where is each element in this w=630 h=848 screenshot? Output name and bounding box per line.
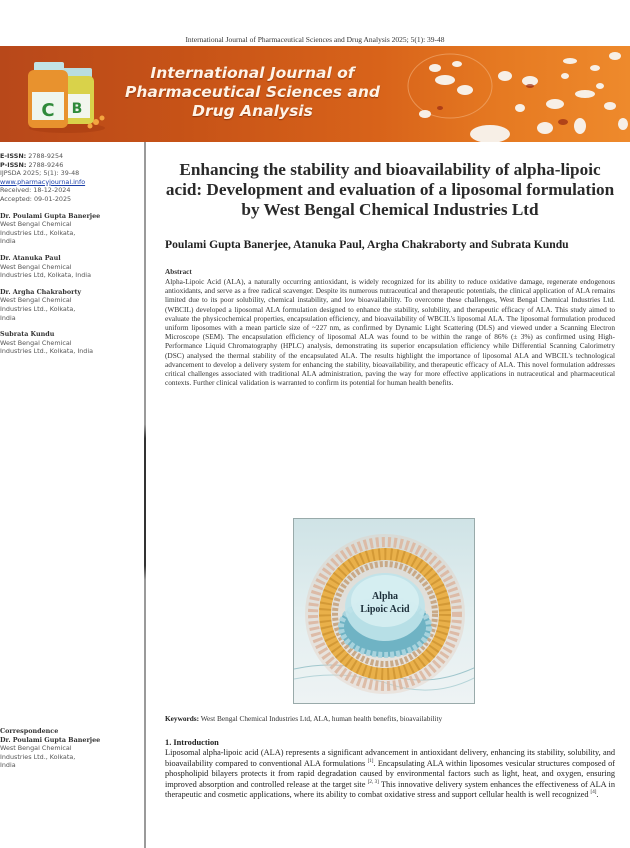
- vitamin-bottles-icon: [22, 56, 112, 136]
- citation-ref[interactable]: [2, 3]: [367, 780, 379, 786]
- p-issn: [0, 161, 140, 170]
- introduction-text: [165, 748, 615, 801]
- affiliation-line: West Bengal Chemical: [0, 338, 72, 347]
- keywords: [165, 714, 615, 723]
- e-issn-value: 2788-9254: [28, 152, 64, 160]
- affiliation-name: Dr. Argha Chakraborty: [0, 287, 82, 296]
- column-divider: [144, 142, 146, 848]
- intro-text-segment: Liposomal alpha-lipoic acid (ALA) represents a significant advancement in antioxidant delivery, enhancing its stability, solubility, and bioavailability compared to conventional ALA formulations: [165, 748, 615, 768]
- affiliation: [0, 330, 140, 356]
- introduction-heading: 1. Introduction: [165, 738, 219, 747]
- abstract-text: Alpha-Lipoic Acid (ALA), a naturally occurring antioxidant, is widely recognized for its ability to reduce oxidative damage, regenerate endogenous antioxidants, and serve as a free radical scavenger. Despite its numerous nutraceutical and therapeutic potentials, the clinical application of ALA remains limited due to its poor solubility, chemical instability, and low bioavailability. To overcome these challenges, West Bengal Chemical Industries Ltd. (WBCIL) developed a liposomal ALA formulation designed to enhance the stability, solubility, and therapeutic efficacy of ALA. This study aimed to evaluate the physicochemical properties, encapsulation efficiency, and bioavailability of WBCIL's liposomal ALA. The liposomal formulation produced uniform liposomes with a mean particle size of ~227 nm, as confirmed by Dynamic Light Scattering (DLS) and viewed under a Scanning Electron Microscope (SEM). The encapsulation efficiency of liposomal ALA was found to be within the range of 86% (± 3%) as confirmed using High-Performance Liquid Chromatography (HPLC) analysis, demonstrating its superior encapsulation efficiency while Differential Scanning Calorimetry (DSC) analysed the thermal stability of the encapsulated ALA. The results highlight the importance of liposomal ALA and WBCIL's technological advancement to develop a delivery system for enhancing the stability, bioavailability, and therapeutic efficacy of ALA. This novel formulation addresses critical challenges associated with traditional ALA administration, paving the way for more effective applications in nutraceutical and pharmaceutical contexts. Further clinical validation is warranted to confirm its potential for human health benefits.: [165, 277, 615, 388]
- affiliation-name: Subrata Kundu: [0, 330, 55, 339]
- affiliation: [0, 288, 140, 322]
- banner-title-line: International Journal of: [150, 64, 355, 82]
- figure-label-line-1: Alpha: [371, 591, 399, 602]
- bottle-label-b: B: [71, 101, 83, 117]
- article-title: Enhancing the stability and bioavailability of alpha-lipoic acid: Development and evaluation of a liposomal formulation by West Bengal Chemical Industries Ltd: [165, 160, 615, 219]
- affiliation-line: India: [0, 237, 16, 246]
- accepted-date: Accepted: 09-01-2025: [0, 194, 72, 203]
- sidebar-metadata: [0, 152, 140, 356]
- correspondence-line: Industries Ltd., Kolkata,: [0, 752, 76, 761]
- pills-illustration-icon: [405, 46, 630, 142]
- affiliation-line: Industries Ltd., Kolkata,: [0, 304, 76, 313]
- affiliation-line: West Bengal Chemical: [0, 296, 72, 305]
- affiliation-line: West Bengal Chemical: [0, 262, 72, 271]
- journal-website-link[interactable]: www.pharmacyjournal.info: [0, 177, 86, 186]
- e-issn-label: E-ISSN:: [0, 152, 27, 160]
- correspondence: [0, 727, 140, 770]
- affiliation-line: Industries Ltd., Kolkata, India: [0, 347, 94, 356]
- running-header: International Journal of Pharmaceutical Sciences and Drug Analysis 2025; 5(1): 39-48: [185, 35, 445, 44]
- citation: IJPSDA 2025; 5(1): 39-48: [0, 169, 80, 178]
- affiliation-line: West Bengal Chemical: [0, 220, 72, 229]
- affiliation-name: Dr. Poulami Gupta Banerjee: [0, 211, 101, 220]
- affiliation-line: Industries Ltd., Kolkata,: [0, 228, 76, 237]
- liposome-figure: [293, 518, 475, 704]
- intro-text-segment: . Encapsulating ALA within liposomes vesicular structures composed of phospholipid bilayers protects it from rapid degradation caused by environmental factors such as light, heat, and oxygen, ensuring improved absorption and controlled release at the target site: [165, 758, 615, 789]
- figure-label-line-2: Lipoic Acid: [360, 604, 410, 615]
- correspondence-name: Dr. Poulami Gupta Banerjee: [0, 735, 101, 744]
- affiliation: [0, 212, 140, 246]
- affiliation-line: Industries Ltd, Kolkata, India: [0, 271, 91, 280]
- banner-title-line: Pharmaceutical Sciences and: [124, 83, 381, 101]
- banner-title-line: Drug Analysis: [192, 102, 313, 120]
- intro-text-segment: .: [596, 790, 599, 800]
- affiliation-line: India: [0, 313, 16, 322]
- article-main: [165, 160, 615, 387]
- p-issn-label: P-ISSN:: [0, 160, 27, 169]
- correspondence-line: India: [0, 761, 16, 770]
- p-issn-value: 2788-9246: [28, 160, 64, 169]
- journal-banner: [0, 46, 630, 142]
- correspondence-label: Correspondence: [0, 727, 59, 735]
- bottle-label-c: C: [41, 100, 55, 121]
- intro-text-segment: This innovative delivery system enhances the effectiveness of ALA in therapeutic and cosmetic applications, where its ability to combat oxidative stress and support cellular health is well recognized: [165, 779, 615, 800]
- citation-ref[interactable]: [1]: [367, 758, 374, 764]
- keywords-text: West Bengal Chemical Industries Ltd, ALA, human health benefits, bioavailability: [199, 714, 443, 723]
- article-authors: Poulami Gupta Banerjee, Atanuka Paul, Argha Chakraborty and Subrata Kundu: [165, 238, 569, 251]
- abstract-heading: Abstract: [165, 268, 192, 276]
- keywords-label: Keywords:: [165, 714, 200, 723]
- e-issn: [0, 152, 140, 161]
- affiliation-name: Dr. Atanuka Paul: [0, 253, 61, 262]
- correspondence-line: West Bengal Chemical: [0, 744, 72, 753]
- received-date: Received: 18-12-2024: [0, 186, 71, 195]
- affiliation: [0, 254, 140, 280]
- liposome-illustration-icon: [294, 519, 475, 704]
- banner-title: [115, 64, 390, 121]
- citation-ref[interactable]: [4]: [590, 790, 597, 796]
